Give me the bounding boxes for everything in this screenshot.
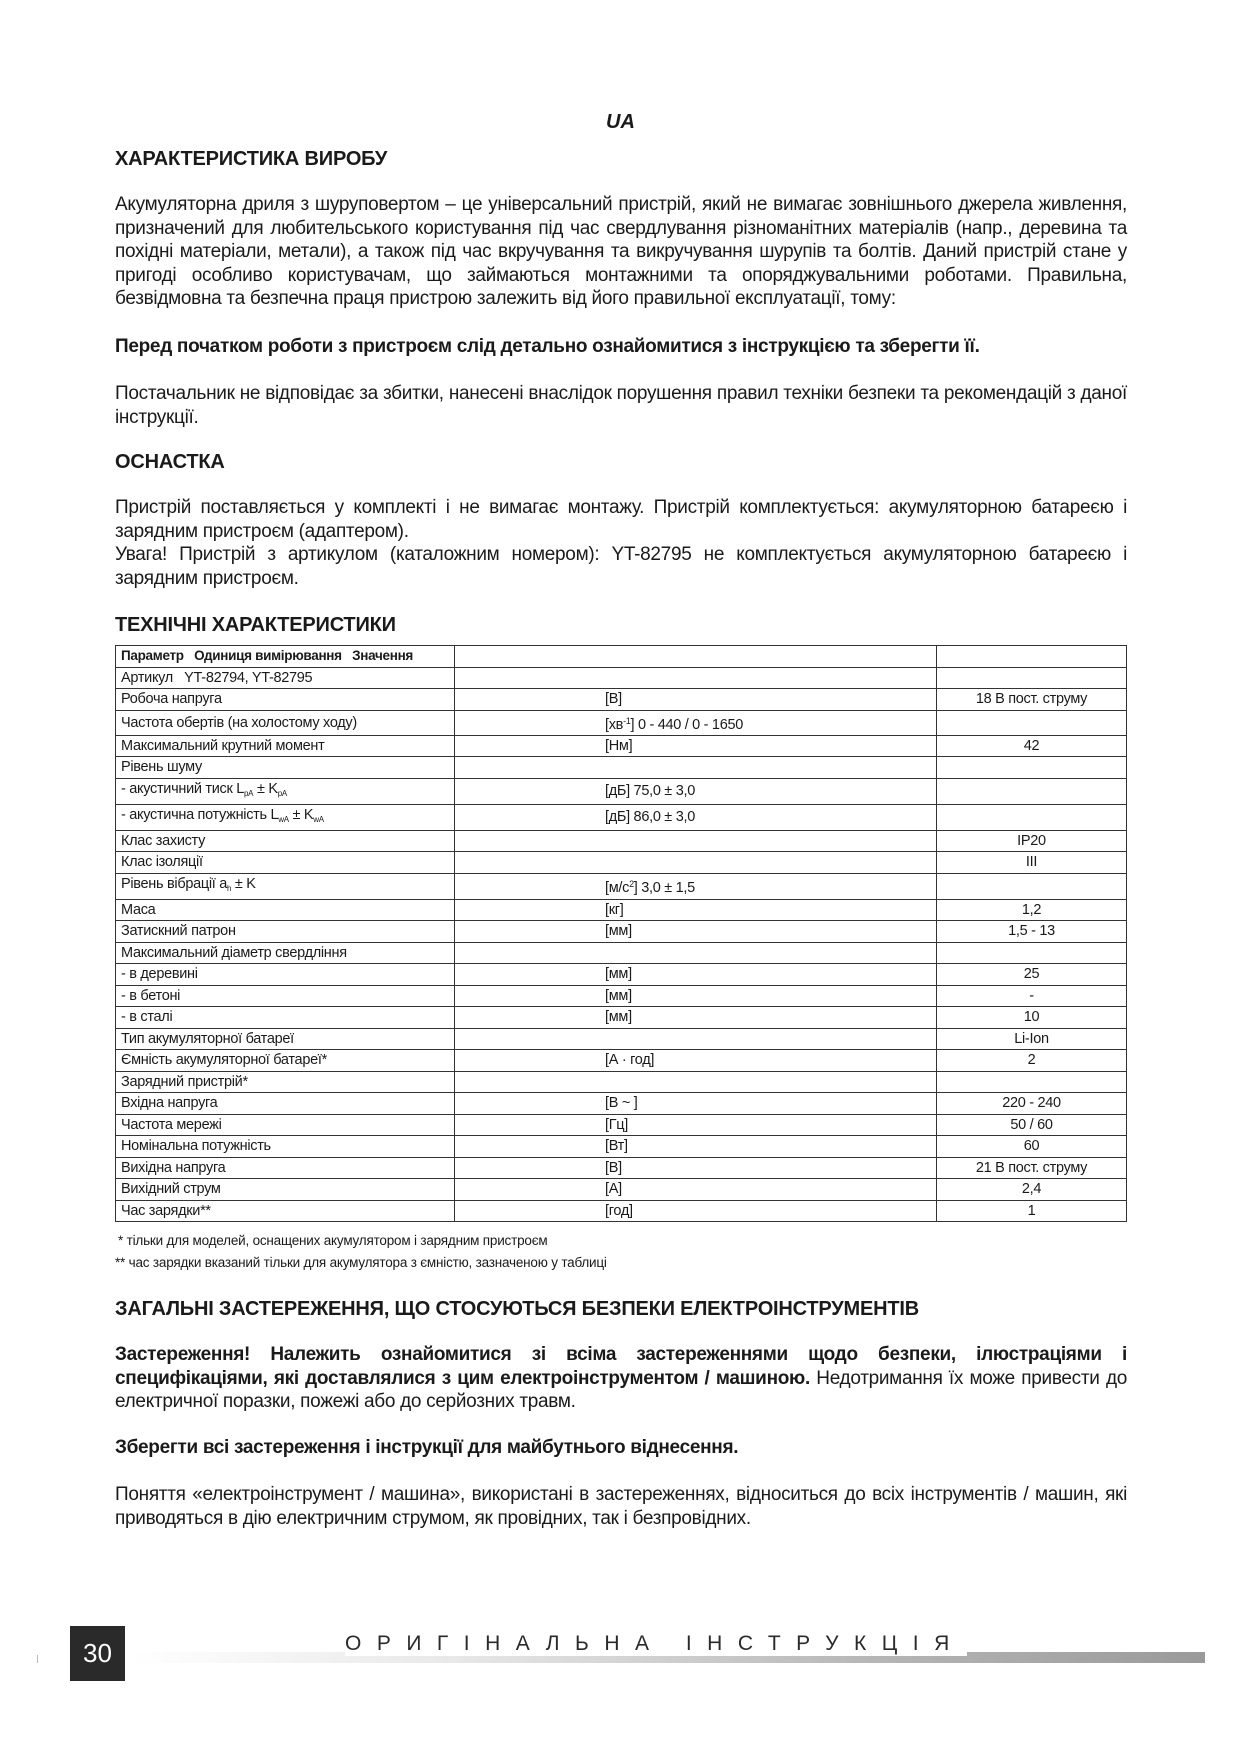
table-cell-value xyxy=(937,942,1127,964)
table-cell-unit: [В] xyxy=(455,689,937,711)
table-cell-unit: [кг] xyxy=(455,899,937,921)
table-cell-param: - в бетоні xyxy=(116,985,455,1007)
param-sub: pA xyxy=(277,788,287,798)
table-cell-unit: [год] xyxy=(455,1200,937,1222)
table-cell-value: 2,4 xyxy=(937,1179,1127,1201)
table-cell-param: Максимальний діаметр свердління xyxy=(116,942,455,964)
table-cell-param xyxy=(116,873,455,899)
page-content xyxy=(115,148,1127,1530)
table-cell-value: Li-Ion xyxy=(937,1028,1127,1050)
table-row xyxy=(116,1179,1127,1201)
product-warning: Перед початком роботи з пристроєм слід детально ознайомитися з інструкцією та зберегти її. xyxy=(115,335,980,357)
table-cell-value: 25 xyxy=(937,964,1127,986)
table-cell-param xyxy=(116,778,455,804)
table-cell-unit xyxy=(455,667,937,689)
table-cell-unit: [А] xyxy=(455,1179,937,1201)
table-cell-value: 21 В пост. струму xyxy=(937,1157,1127,1179)
table-row xyxy=(116,667,1127,689)
table-cell-unit: [Гц] xyxy=(455,1114,937,1136)
table-row xyxy=(116,1007,1127,1029)
table-row xyxy=(116,1200,1127,1222)
speed-unit: [хв xyxy=(605,716,624,733)
equipment-description: Пристрій поставляється у комплекті і не вимагає монтажу. Пристрій комплектується: акумуляторною батареєю і зарядним пристроєм (адаптером). xyxy=(115,497,1127,542)
table-row xyxy=(116,1028,1127,1050)
footnote: * тільки для моделей, оснащених акумулятором і зарядним пристроєм xyxy=(118,1233,548,1248)
table-cell-value: IP20 xyxy=(937,830,1127,852)
table-cell-unit: [В] xyxy=(455,1157,937,1179)
table-cell-param: Частота мережі xyxy=(116,1114,455,1136)
vibration-value: ] 3,0 ± 1,5 xyxy=(633,880,695,896)
table-cell-value xyxy=(937,804,1127,830)
table-row xyxy=(116,899,1127,921)
table-cell-unit xyxy=(455,942,937,964)
table-cell-param: Клас ізоляції xyxy=(116,852,455,874)
param-sub: h xyxy=(227,883,232,893)
table-cell-value: - xyxy=(937,985,1127,1007)
table-notes xyxy=(115,1230,1127,1274)
table-cell-unit xyxy=(455,873,937,899)
param-sub: wA xyxy=(278,814,289,824)
table-cell-unit xyxy=(455,852,937,874)
product-description: Акумуляторна дриля з шуруповертом – це універсальний пристрій, який не вимагає зовнішнього джерела живлення, призначений для любительського користування під час свердлування різноманітних матеріалів (напр., деревина та похідні матеріали, метали), а також під час вкручування та викручування шурупів та болтів. Даний пристрій стане у пригоді особливо користувачам, що займаються монтажними та опоряджувальними роботами. Правильна, безвідмовна та безпечна праця пристрою залежить від його правильної експлуатації, тому: xyxy=(115,194,1127,309)
table-row xyxy=(116,830,1127,852)
safety-warning-bold: Застереження! Належить ознайомитися зі всіма застереженнями щодо безпеки, ілюстраціями і специфікаціями, які доставлялися з цим електроінструментом / машиною. xyxy=(115,1344,1127,1389)
section-title-equipment: ОСНАСТКА xyxy=(115,451,225,473)
table-cell-value xyxy=(937,778,1127,804)
table-cell-value xyxy=(937,757,1127,779)
table-cell-value: 10 xyxy=(937,1007,1127,1029)
section-title-safety: ЗАГАЛЬНІ ЗАСТЕРЕЖЕННЯ, ЩО СТОСУЮТЬСЯ БЕЗПЕКИ ЕЛЕКТРОІНСТРУМЕНТІВ xyxy=(115,1298,919,1320)
table-row xyxy=(116,1050,1127,1072)
table-row xyxy=(116,804,1127,830)
table-cell-param: Максимальний крутний момент xyxy=(116,735,455,757)
language-label: UA xyxy=(606,111,635,133)
safety-warning-rest: Недотримання їх може привести до електричної поразки, пожежі або до серйозних травм. xyxy=(115,1367,1127,1412)
table-cell-param: Час зарядки** xyxy=(116,1200,455,1222)
table-row xyxy=(116,985,1127,1007)
table-cell-value xyxy=(937,667,1127,689)
param-text: ± K xyxy=(231,875,256,892)
speed-value: ] 0 - 440 / 0 - 1650 xyxy=(630,716,743,733)
safety-warning xyxy=(115,1343,1127,1414)
table-cell-unit: [В ~ ] xyxy=(455,1093,937,1115)
table-row xyxy=(116,689,1127,711)
equipment-attention: Увага! Пристрій з артикулом (каталожним номером): YT-82795 не комплектується акумуляторною батареєю і зарядним пристроєм. xyxy=(115,544,1127,589)
table-cell-value xyxy=(937,710,1127,735)
table-cell-unit: [мм] xyxy=(455,1007,937,1029)
table-row xyxy=(116,710,1127,735)
table-cell-param: Зарядний пристрій* xyxy=(116,1071,455,1093)
table-cell-unit: [дБ] 86,0 ± 3,0 xyxy=(455,804,937,830)
table-cell-unit: [мм] xyxy=(455,985,937,1007)
table-row xyxy=(116,964,1127,986)
table-cell-value: 42 xyxy=(937,735,1127,757)
table-cell-value: 18 В пост. струму xyxy=(937,689,1127,711)
table-cell-unit xyxy=(455,1071,937,1093)
table-row xyxy=(116,757,1127,779)
table-cell-param: Частота обертів (на холостому ходу) xyxy=(116,710,455,735)
table-cell-value: 50 / 60 xyxy=(937,1114,1127,1136)
supplier-disclaimer: Постачальник не відповідає за збитки, нанесені внаслідок порушення правил техніки безпеки та рекомендацій з даної інструкції. xyxy=(115,383,1127,428)
table-cell-value: 220 - 240 xyxy=(937,1093,1127,1115)
table-cell-value xyxy=(937,1071,1127,1093)
table-cell-param: Ємність акумуляторної батареї* xyxy=(116,1050,455,1072)
param-sub: wA xyxy=(313,814,324,824)
table-cell-unit: [А · год] xyxy=(455,1050,937,1072)
speed-unit-sup: -1 xyxy=(623,715,631,726)
table-cell-unit: [Вт] xyxy=(455,1136,937,1158)
table-row xyxy=(116,1157,1127,1179)
vibration-unit: [м/с xyxy=(605,880,630,896)
table-row xyxy=(116,921,1127,943)
vibration-unit-sup: 2 xyxy=(629,879,634,889)
table-cell-value xyxy=(937,873,1127,899)
footer-title: ОРИГІНАЛЬНА ІНСТРУКЦІЯ xyxy=(345,1632,965,1655)
table-row xyxy=(116,873,1127,899)
table-header-row xyxy=(116,646,1127,668)
table-cell-value: III xyxy=(937,852,1127,874)
table-cell-param: Робоча напруга xyxy=(116,689,455,711)
table-cell-param: Вихідний струм xyxy=(116,1179,455,1201)
table-row xyxy=(116,1071,1127,1093)
footnote: ** час зарядки вказаний тільки для акумулятора з ємністю, зазначеною у таблиці xyxy=(115,1255,607,1270)
table-header-empty xyxy=(937,646,1127,668)
table-cell-unit xyxy=(455,830,937,852)
table-row xyxy=(116,942,1127,964)
section-title-tech: ТЕХНІЧНІ ХАРАКТЕРИСТИКИ xyxy=(115,614,396,636)
table-cell-unit xyxy=(455,1028,937,1050)
table-cell-param: Номінальна потужність xyxy=(116,1136,455,1158)
table-cell-unit: [мм] xyxy=(455,964,937,986)
section-title-product: ХАРАКТЕРИСТИКА ВИРОБУ xyxy=(115,148,388,170)
table-cell-unit: [Нм] xyxy=(455,735,937,757)
table-row xyxy=(116,852,1127,874)
table-cell-unit xyxy=(455,757,937,779)
article-value: YT-82794, YT-82795 xyxy=(184,669,313,686)
param-text: Рівень вібрації a xyxy=(121,875,227,892)
table-row xyxy=(116,735,1127,757)
table-cell-param xyxy=(116,804,455,830)
table-cell-param: Клас захисту xyxy=(116,830,455,852)
table-row xyxy=(116,1114,1127,1136)
footer-divider xyxy=(37,1655,38,1663)
table-cell-value: 1 xyxy=(937,1200,1127,1222)
safety-keep-instructions: Зберегти всі застереження і інструкції для майбутнього віднесення. xyxy=(115,1436,739,1458)
param-text: - акустичний тиск L xyxy=(121,780,245,797)
table-cell-param: - в сталі xyxy=(116,1007,455,1029)
table-row xyxy=(116,1093,1127,1115)
table-cell-value: 1,5 - 13 xyxy=(937,921,1127,943)
table-cell-param: Вихідна напруга xyxy=(116,1157,455,1179)
table-cell-param xyxy=(116,667,455,689)
table-cell-value: 2 xyxy=(937,1050,1127,1072)
table-header-cell: Параметр Одиниця вимірювання Значення xyxy=(116,646,455,668)
table-cell-param: Рівень шуму xyxy=(116,757,455,779)
table-cell-param: Затискний патрон xyxy=(116,921,455,943)
table-cell-value: 60 xyxy=(937,1136,1127,1158)
table-cell-param: - в деревині xyxy=(116,964,455,986)
table-row xyxy=(116,1136,1127,1158)
page-number: 30 xyxy=(70,1626,125,1681)
tech-spec-table xyxy=(115,645,1127,1222)
table-cell-param: Тип акумуляторної батареї xyxy=(116,1028,455,1050)
param-text: - акустична потужність L xyxy=(121,806,279,823)
table-cell-unit: [дБ] 75,0 ± 3,0 xyxy=(455,778,937,804)
param-sub: pA xyxy=(244,788,254,798)
param-text: ± K xyxy=(288,806,314,823)
param-text: ± K xyxy=(253,780,278,797)
safety-definition: Поняття «електроінструмент / машина», використані в застереженнях, відноситься до всіх інструментів / машин, які приводяться в дію електричним струмом, як провідних, так і безпровідних. xyxy=(115,1484,1127,1529)
table-cell-value: 1,2 xyxy=(937,899,1127,921)
table-header-empty xyxy=(455,646,937,668)
table-cell-unit: [мм] xyxy=(455,921,937,943)
table-cell-param: Маса xyxy=(116,899,455,921)
table-cell-param: Вхідна напруга xyxy=(116,1093,455,1115)
table-row xyxy=(116,778,1127,804)
table-cell-unit xyxy=(455,710,937,735)
article-label: Артикул xyxy=(121,669,173,686)
